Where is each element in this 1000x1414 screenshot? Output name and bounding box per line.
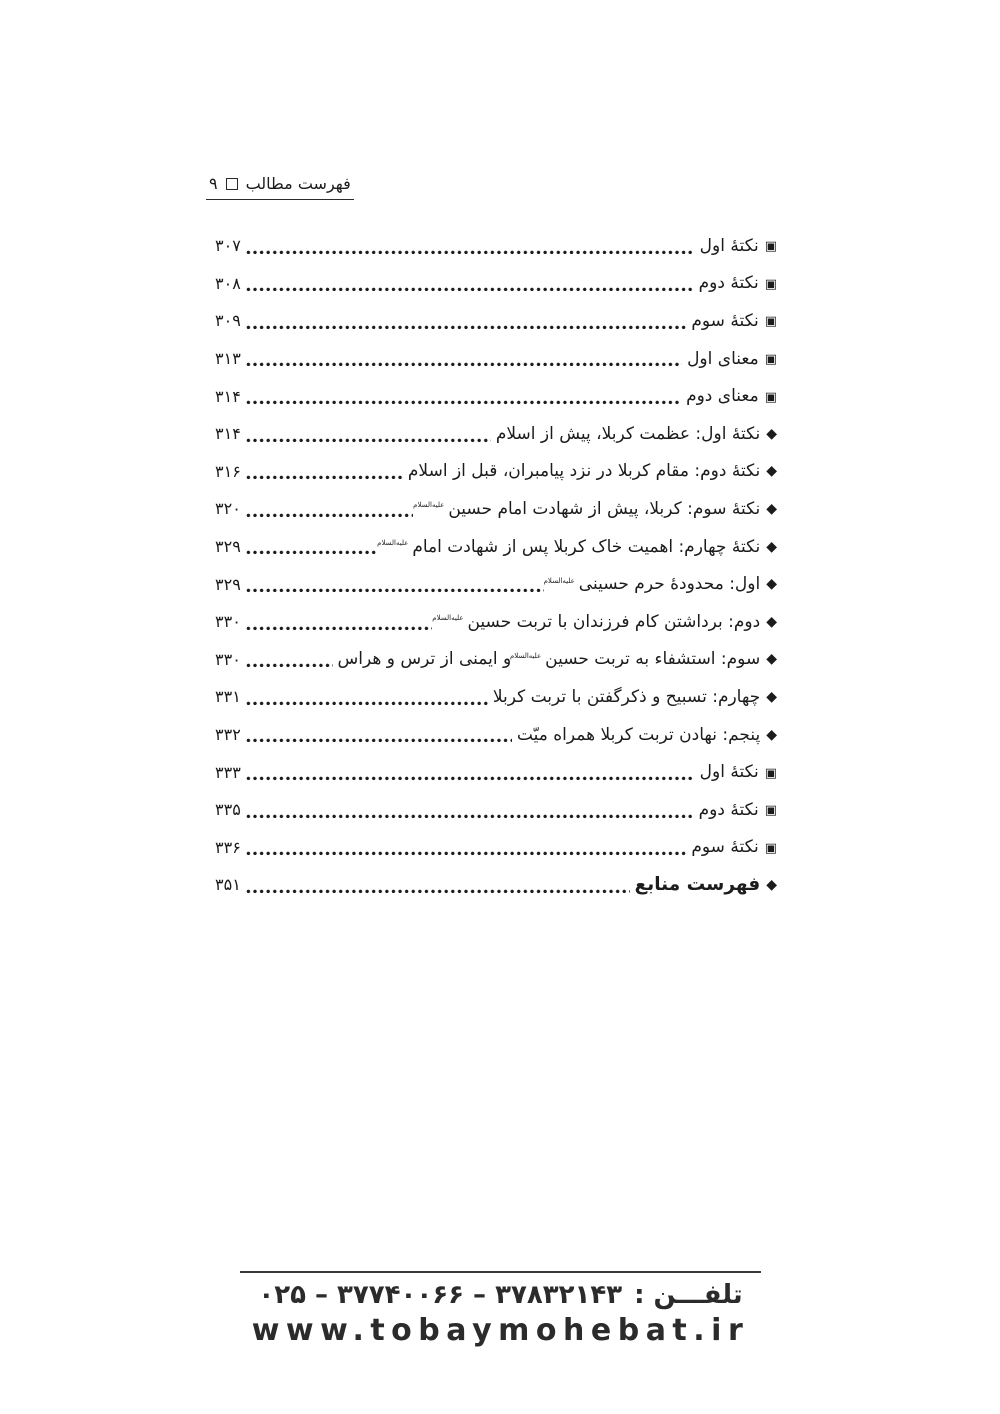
square-bullet-icon: ▣ [764,840,777,856]
toc-entry-title: نکتهٔ دوم: مقام کربلا در نزد پیامبران، قبل از اسلام [407,461,761,482]
toc-entry-title: معنای اول [687,348,759,369]
toc-page-number: ۳۱۳ [215,349,241,369]
square-bullet-icon: ▣ [764,314,777,330]
toc-entry-title: نکتهٔ چهارم: اهمیت خاک کربلا پس از شهادت امام [412,536,761,557]
square-bullet-icon: ▣ [764,239,777,255]
honorific-symbol-icon: علیه‌السلام [413,501,445,510]
dot-leader [246,438,491,443]
dot-leader [246,701,488,706]
dot-leader [246,738,512,743]
toc-page-number: ۳۵۱ [215,875,241,895]
diamond-bullet-icon: ◆ [766,538,777,555]
diamond-bullet-icon: ◆ [766,651,777,668]
toc-entry-title: پنجم: نهادن تربت کربلا همراه میّت [516,724,761,745]
toc-entry-title: نکتهٔ دوم [698,799,759,820]
phone-line [240,1280,761,1310]
square-bullet-icon: ▣ [764,352,777,368]
dot-leader [246,626,433,631]
toc-page-number: ۳۳۰ [215,649,241,669]
phone-label: تلفـــن : [634,1280,743,1310]
diamond-bullet-icon: ◆ [766,500,777,517]
toc-row [215,716,777,754]
toc-entry-title: اول: محدودهٔ حرم حسینی [578,574,761,595]
toc-entry-title: فهرست منابع [634,874,761,896]
diamond-bullet-icon: ◆ [766,726,777,743]
page-header [206,174,354,200]
toc-row [215,377,777,415]
dot-leader [246,588,544,593]
phone-numbers: ۳۷۸۳۲۱۴۳ – ۳۷۷۴۰۰۶۶ – ۰۲۵ [258,1280,623,1310]
toc-entry-title: معنای دوم [686,386,759,407]
toc-row [215,678,777,716]
dot-leader [246,250,695,255]
square-bullet-icon: ▣ [764,803,777,819]
toc-row [215,866,777,904]
dot-leader [246,513,414,518]
toc-row [215,490,777,528]
toc-page-number: ۳۰۸ [215,273,241,293]
square-bullet-icon: ▣ [764,276,777,292]
dot-leader [246,851,687,856]
toc-entry-title: نکتهٔ اول: عظمت کربلا، پیش از اسلام [495,423,761,444]
toc-page-number: ۳۱۴ [215,386,241,406]
header-title: فهرست مطالب [245,174,351,193]
toc-row [215,453,777,491]
dot-leader [246,889,630,894]
toc-row [215,227,777,265]
diamond-bullet-icon: ◆ [766,463,777,480]
toc-page-number: ۳۳۱ [215,687,241,707]
dot-leader [246,776,695,781]
toc-row [215,641,777,679]
toc-page-number: ۳۳۶ [215,837,241,857]
toc-entry-title: دوم: برداشتن کام فرزندان با تربت حسین [467,611,761,632]
toc-page-number: ۳۲۹ [215,574,241,594]
toc-row [215,265,777,303]
dot-leader [246,287,694,292]
toc-page-number: ۳۳۵ [215,800,241,820]
toc-entry-title: چهارم: تسبیح و ذکرگفتن با تربت کربلا [492,686,761,707]
toc-entry-title: نکتهٔ سوم [691,837,759,858]
honorific-symbol-icon: علیه‌السلام [509,651,542,660]
toc-entry-title: نکتهٔ اول [699,235,759,256]
dot-leader [246,550,378,555]
honorific-symbol-icon: علیه‌السلام [543,576,575,585]
toc-entry-title: نکتهٔ سوم: کربلا، پیش از شهادت امام حسین [448,498,761,519]
dot-leader [246,663,333,668]
toc-row [215,565,777,603]
website-url: www.tobaymohebat.ir [251,1313,750,1348]
square-bullet-icon: ▣ [764,765,777,781]
toc-entry-title: نکتهٔ سوم [691,310,759,331]
diamond-bullet-icon: ◆ [766,876,777,893]
honorific-symbol-icon: علیه‌السلام [432,614,464,623]
toc-row [215,415,777,453]
toc-entry-title: نکتهٔ دوم [698,273,759,294]
square-bullet-icon: ▣ [764,389,777,405]
toc-page-number: ۳۲۹ [215,537,241,557]
toc-page-number: ۳۳۲ [215,725,241,745]
toc-page-number: ۳۲۰ [215,499,241,519]
toc-page-number: ۳۱۴ [215,424,241,444]
toc-row [215,302,777,340]
toc-entry-suffix: و ایمنی از ترس و هراس [337,649,512,670]
toc-page-number: ۳۰۹ [215,311,241,331]
toc-page-number: ۳۳۰ [215,612,241,632]
toc-list [215,227,777,904]
toc-row [215,791,777,829]
square-outline-icon [226,178,238,190]
toc-page-number: ۳۰۷ [215,236,241,256]
diamond-bullet-icon: ◆ [766,613,777,630]
toc-entry-title: سوم: استشفاء به تربت حسین [545,649,761,670]
toc-entry-title: نکتهٔ اول [699,762,759,783]
honorific-symbol-icon: علیه‌السلام [377,539,409,548]
toc-row [215,753,777,791]
page-footer [240,1271,761,1348]
dot-leader [246,475,403,480]
dot-leader [246,814,694,819]
dot-leader [246,362,682,367]
toc-row [215,340,777,378]
dot-leader [246,400,681,405]
toc-page-number: ۳۱۶ [215,461,241,481]
diamond-bullet-icon: ◆ [766,688,777,705]
diamond-bullet-icon: ◆ [766,425,777,442]
toc-page-number: ۳۳۳ [215,762,241,782]
dot-leader [246,325,687,330]
toc-row [215,603,777,641]
header-page-number: ۹ [209,174,218,193]
diamond-bullet-icon: ◆ [766,576,777,593]
toc-row [215,528,777,566]
toc-row [215,829,777,867]
